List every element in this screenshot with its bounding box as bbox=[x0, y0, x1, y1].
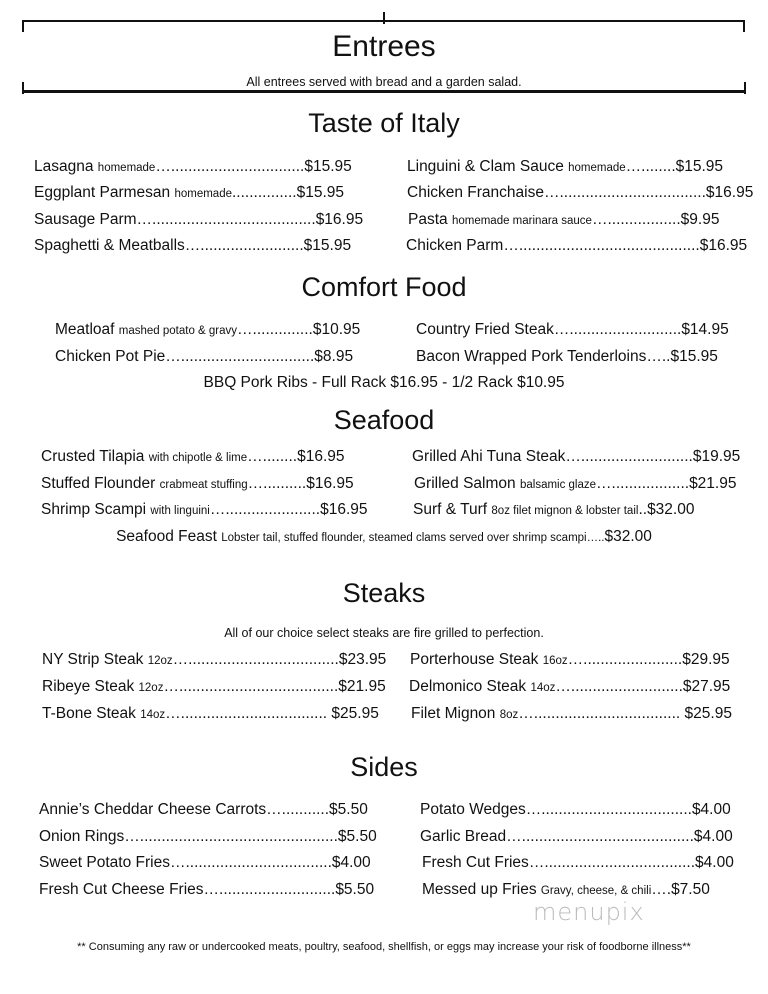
section-title-italy: Taste of Italy bbox=[308, 108, 460, 138]
item-dots: …........... bbox=[266, 801, 330, 818]
item-desc: Lobster tail, stuffed flounder, steamed clams served over shrimp scampi….. bbox=[221, 532, 605, 544]
item-price: $21.95 bbox=[689, 475, 737, 492]
item-price: $16.95 bbox=[699, 237, 748, 254]
item-desc: homemade bbox=[568, 162, 626, 174]
item-dots: …................. bbox=[591, 211, 681, 228]
item-dots: …............................... bbox=[155, 158, 305, 175]
menu-item bbox=[34, 211, 363, 229]
item-price: $10.95 bbox=[312, 321, 361, 338]
menu-item bbox=[416, 321, 729, 339]
item-dots: …................................... bbox=[528, 854, 696, 871]
menu-item bbox=[39, 854, 371, 872]
item-dots: …................................... bbox=[172, 651, 339, 668]
item-price: $9.95 bbox=[680, 211, 720, 228]
item-desc: homemade marinara sauce bbox=[451, 215, 592, 227]
item-price: $5.50 bbox=[337, 828, 377, 845]
menu-item bbox=[39, 801, 368, 819]
menu-item bbox=[42, 705, 379, 723]
item-dots: ….......................... bbox=[565, 448, 693, 465]
menu-item bbox=[413, 501, 694, 519]
item-name: Linguini & Clam Sauce bbox=[407, 158, 564, 175]
item-name: Chicken Pot Pie bbox=[55, 348, 166, 365]
item-dots: …........................ bbox=[184, 237, 304, 254]
menu-item bbox=[422, 881, 710, 899]
frame-tick bbox=[383, 12, 385, 24]
menu-item bbox=[42, 651, 386, 669]
item-desc: 12oz bbox=[138, 682, 164, 694]
item-price: $4.00 bbox=[693, 828, 733, 845]
item-dots: ….......................................... bbox=[503, 237, 700, 254]
item-dots: …....................... bbox=[567, 651, 683, 668]
item-name: Stuffed Flounder bbox=[41, 475, 156, 492]
item-price: $15.95 bbox=[304, 158, 352, 175]
item-name: Porterhouse Steak bbox=[410, 651, 539, 668]
entrees-note: All entrees served with bread and a garden salad. bbox=[246, 75, 522, 89]
item-desc: homemade bbox=[174, 188, 232, 200]
menu-item bbox=[39, 881, 374, 899]
page-title: Entrees bbox=[332, 30, 436, 63]
menu-item bbox=[55, 348, 353, 366]
item-price: $5.50 bbox=[329, 801, 368, 818]
item-name: Filet Mignon bbox=[411, 705, 496, 722]
item-price: $15.95 bbox=[675, 158, 724, 175]
item-price: $21.95 bbox=[338, 678, 386, 695]
item-price: $27.95 bbox=[682, 678, 731, 695]
item-name: Shrimp Scampi bbox=[41, 501, 147, 518]
item-name: Chicken Parm bbox=[406, 237, 504, 254]
item-price: $19.95 bbox=[692, 448, 741, 465]
item-name: Meatloaf bbox=[55, 321, 115, 338]
item-dots: …............................... bbox=[165, 348, 315, 365]
item-price: $32.00 bbox=[647, 501, 695, 518]
menu-item bbox=[407, 184, 753, 202]
item-dots: ….......... bbox=[247, 475, 307, 492]
item-dots: ….................. bbox=[596, 475, 690, 492]
item-price: $16.95 bbox=[315, 211, 364, 228]
footer-warning: ** Consuming any raw or undercooked meats, poultry, seafood, shellfish, or eggs may increase your risk of foodborne illness** bbox=[77, 941, 691, 953]
item-desc: 14oz bbox=[530, 682, 556, 694]
item-dots: ….................................. bbox=[165, 705, 332, 722]
menu-item bbox=[406, 237, 747, 255]
item-desc: 12oz bbox=[147, 655, 173, 667]
item-name: Garlic Bread bbox=[420, 828, 507, 845]
item-desc: 8oz bbox=[499, 709, 519, 721]
menu-item bbox=[414, 475, 736, 493]
item-name: Fresh Cut Fries bbox=[422, 854, 529, 871]
menu-item bbox=[41, 501, 368, 519]
item-desc: balsamic glaze bbox=[519, 479, 597, 491]
menu-item bbox=[42, 678, 386, 696]
item-dots: …...................... bbox=[209, 501, 321, 518]
steaks-note: All of our choice select steaks are fire grilled to perfection. bbox=[224, 626, 544, 640]
item-desc: mashed potato & gravy bbox=[118, 325, 238, 337]
item-price: $5.50 bbox=[335, 881, 375, 898]
item-name: Sweet Potato Fries bbox=[39, 854, 170, 871]
item-name: T-Bone Steak bbox=[42, 705, 136, 722]
item-name: Surf & Turf bbox=[413, 501, 488, 518]
item-desc: homemade bbox=[97, 162, 156, 174]
item-dots: …........................................ bbox=[506, 828, 694, 845]
item-name: Onion Rings bbox=[39, 828, 125, 845]
item-price: $29.95 bbox=[682, 651, 730, 668]
menu-item bbox=[41, 475, 354, 493]
seafood-feast-line bbox=[0, 528, 768, 546]
item-price: $4.00 bbox=[691, 801, 731, 818]
section-title-sides: Sides bbox=[350, 752, 418, 782]
item-desc: 8oz filet mignon & lobster tail bbox=[491, 505, 639, 517]
item-name: Pasta bbox=[408, 211, 448, 228]
menu-item bbox=[416, 348, 718, 366]
item-price: $16.95 bbox=[705, 184, 754, 201]
item-price: $23.95 bbox=[338, 651, 387, 668]
item-desc: 16oz bbox=[542, 655, 568, 667]
item-dots: ….................................. bbox=[169, 854, 332, 871]
item-price: $15.95 bbox=[303, 237, 352, 254]
item-price: $16.95 bbox=[297, 448, 345, 465]
item-dots: …........ bbox=[625, 158, 676, 175]
menu-item bbox=[34, 237, 351, 255]
item-name: Potato Wedges bbox=[420, 801, 526, 818]
item-price: $4.00 bbox=[695, 854, 734, 871]
item-dots: …..................................... bbox=[163, 678, 339, 695]
item-price: $25.95 bbox=[331, 705, 379, 722]
item-price: $32.00 bbox=[604, 528, 652, 545]
menu-item bbox=[34, 158, 352, 176]
item-dots: ............... bbox=[232, 184, 297, 201]
item-price: $8.95 bbox=[314, 348, 354, 365]
item-desc: crabmeat stuffing bbox=[159, 479, 248, 491]
menu-item bbox=[410, 651, 730, 669]
menu-item bbox=[409, 678, 730, 696]
menu-item bbox=[34, 184, 344, 202]
item-price: $14.95 bbox=[681, 321, 729, 338]
menu-item bbox=[407, 158, 723, 176]
item-name: Fresh Cut Cheese Fries bbox=[39, 881, 204, 898]
menu-item bbox=[408, 211, 719, 229]
menu-item bbox=[412, 448, 740, 466]
item-name: NY Strip Steak bbox=[42, 651, 144, 668]
section-title-steaks: Steaks bbox=[342, 578, 426, 608]
item-dots: …........ bbox=[247, 448, 298, 465]
watermark: menupix bbox=[533, 898, 645, 926]
item-dots: ….. bbox=[646, 348, 671, 365]
menu-item bbox=[422, 854, 734, 872]
item-dots: ….......................... bbox=[553, 321, 682, 338]
item-price: $16.95 bbox=[320, 501, 368, 518]
menu-item bbox=[420, 801, 731, 819]
item-dots: …...................................... bbox=[136, 211, 316, 228]
item-price: $15.95 bbox=[670, 348, 718, 365]
item-name: Annie’s Cheddar Cheese Carrots bbox=[39, 801, 267, 818]
item-price: $25.95 bbox=[684, 705, 732, 722]
item-price: $16.95 bbox=[306, 475, 354, 492]
item-dots: …................................... bbox=[525, 801, 692, 818]
item-price: $4.00 bbox=[331, 854, 371, 871]
item-dots: …. bbox=[651, 881, 672, 898]
item-desc: with linguini bbox=[150, 505, 210, 517]
item-name: Eggplant Parmesan bbox=[34, 184, 171, 201]
item-dots: .. bbox=[638, 501, 648, 518]
item-dots: ….............................................. bbox=[124, 828, 338, 845]
item-name: Grilled Ahi Tuna Steak bbox=[412, 448, 566, 465]
item-name: Bacon Wrapped Pork Tenderloins bbox=[416, 348, 647, 365]
section-title-comfort: Comfort Food bbox=[301, 272, 467, 302]
menu-item bbox=[55, 321, 360, 339]
item-dots: ….............. bbox=[237, 321, 313, 338]
section-title-seafood: Seafood bbox=[333, 405, 435, 435]
item-desc: with chipotle & lime bbox=[148, 452, 248, 464]
item-name: Lasagna bbox=[34, 158, 94, 175]
item-dots: ….......................... bbox=[555, 678, 683, 695]
item-name: Delmonico Steak bbox=[409, 678, 527, 695]
item-dots: ….................................. bbox=[543, 184, 706, 201]
item-name: Messed up Fries bbox=[422, 881, 537, 898]
item-price: $15.95 bbox=[296, 184, 345, 201]
item-name: Seafood Feast bbox=[116, 528, 217, 545]
bbq-ribs-line: BBQ Pork Ribs - Full Rack $16.95 - 1/2 Rack $10.95 bbox=[203, 374, 565, 391]
menu-item bbox=[411, 705, 732, 723]
item-desc: 14oz bbox=[140, 709, 166, 721]
item-name: Grilled Salmon bbox=[414, 475, 516, 492]
item-name: Chicken Franchaise bbox=[407, 184, 544, 201]
item-desc: Gravy, cheese, & chili bbox=[540, 885, 652, 897]
item-price: $7.50 bbox=[671, 881, 710, 898]
item-name: Crusted Tilapia bbox=[41, 448, 145, 465]
item-name: Sausage Parm bbox=[34, 211, 137, 228]
header-bottom-rule bbox=[22, 90, 746, 93]
item-name: Country Fried Steak bbox=[416, 321, 554, 338]
menu-item bbox=[41, 448, 345, 466]
item-name: Ribeye Steak bbox=[42, 678, 135, 695]
item-dots: ….................................. bbox=[518, 705, 685, 722]
menu-item bbox=[39, 828, 377, 846]
item-name: Spaghetti & Meatballs bbox=[34, 237, 185, 254]
item-dots: …........................... bbox=[203, 881, 336, 898]
menu-item bbox=[420, 828, 733, 846]
